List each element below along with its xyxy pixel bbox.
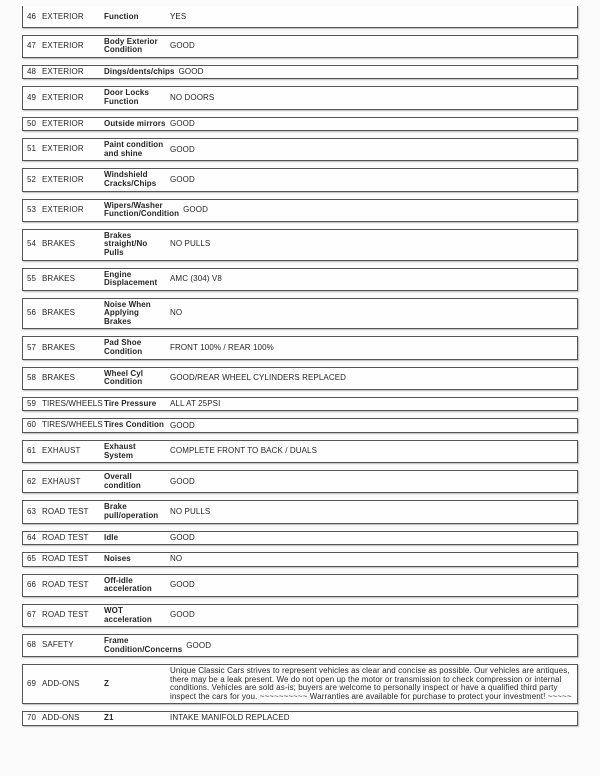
- row-item-label: Engine Displacement: [104, 269, 158, 288]
- row-number: 54: [27, 239, 37, 249]
- row-category-label: EXTERIOR: [42, 118, 84, 128]
- row-item-label: Noise When Applying Brakes: [104, 299, 151, 326]
- row-category-label: EXTERIOR: [42, 204, 84, 214]
- row-value: GOOD: [170, 610, 195, 620]
- row-value: GOOD: [186, 640, 212, 650]
- row-item-label: Dings/dents/chips: [104, 66, 175, 76]
- row-item-label: Paint condition and shine: [104, 140, 164, 158]
- row-category-label: ADD-ONS: [42, 712, 80, 722]
- row-number: 57: [27, 342, 37, 352]
- row-value: GOOD/REAR WHEEL CYLINDERS REPLACED: [170, 373, 347, 383]
- row-category-label: ROAD TEST: [42, 532, 89, 542]
- row-category-label: ADD-ONS: [42, 678, 80, 688]
- inspection-row: [22, 268, 578, 291]
- row-value: GOOD: [170, 118, 195, 128]
- row-value: GOOD: [170, 476, 195, 486]
- row-number: 46: [27, 12, 37, 21]
- row-number: 66: [27, 580, 37, 590]
- row-item-label: Function: [104, 12, 139, 21]
- row-category-label: ROAD TEST: [42, 554, 89, 564]
- row-number: 49: [27, 92, 37, 102]
- inspection-row: [22, 336, 578, 359]
- row-value: COMPLETE FRONT TO BACK / DUALS: [170, 446, 318, 456]
- row-value: ALL AT 25PSI: [170, 398, 221, 408]
- row-number: 52: [27, 174, 37, 184]
- row-value: NO PULLS: [170, 506, 211, 516]
- row-category-label: EXTERIOR: [42, 40, 84, 50]
- row-category-label: TIRES/WHEELS: [42, 420, 103, 430]
- row-value: Unique Classic Cars strives to represent vehicles as clear and concise as possible. Our vehicles are antiques, there may be a leak present. We do not open up the motor or transmission to check compression or internal conditions. Vehicles are sold as-is; buyers are welcome to personally inspect or have a qualified third party inspect the cars for you. ~~~~~~~~~~ Warranties are available for purchase to protect your investment! ~~~~~: [170, 666, 572, 701]
- row-value: GOOD: [170, 580, 195, 590]
- row-number: 65: [27, 554, 37, 564]
- row-category-label: BRAKES: [42, 342, 76, 352]
- row-item-label: Z: [104, 678, 109, 688]
- row-category-label: BRAKES: [42, 239, 76, 249]
- row-category-label: ROAD TEST: [42, 580, 89, 590]
- row-item-label: WOT acceleration: [104, 605, 152, 624]
- row-category-label: EXTERIOR: [42, 144, 84, 154]
- row-item-label: Brakes straight/No Pulls: [104, 230, 148, 257]
- inspection-row: [22, 500, 578, 523]
- row-value: NO: [170, 554, 183, 564]
- row-item-label: Outside mirrors: [104, 118, 166, 128]
- row-category-label: EXHAUST: [42, 476, 81, 486]
- row-value: GOOD: [170, 532, 195, 542]
- row-number: 60: [27, 420, 37, 430]
- row-item-label: Brake pull/operation: [104, 502, 159, 520]
- row-number: 50: [27, 118, 37, 128]
- row-number: 47: [27, 40, 37, 50]
- row-number: 51: [27, 144, 37, 154]
- row-value: GOOD: [178, 66, 204, 76]
- row-number: 67: [27, 610, 37, 620]
- row-item-label: Door Locks Function: [104, 88, 150, 106]
- inspection-row: [22, 199, 578, 222]
- inspection-row: [22, 711, 578, 726]
- row-item-label: Idle: [104, 532, 119, 542]
- row-number: 58: [27, 372, 37, 382]
- row-item-label: Exhaust System: [104, 442, 136, 460]
- inspection-row: [22, 138, 578, 161]
- row-value: GOOD: [183, 204, 208, 214]
- row-number: 69: [27, 678, 37, 688]
- row-number: 53: [27, 204, 37, 214]
- row-category-label: EXTERIOR: [42, 66, 84, 76]
- row-item-label: Z1: [104, 712, 114, 722]
- row-item-label: Tires Condition: [104, 420, 165, 430]
- row-category-label: BRAKES: [42, 273, 76, 283]
- row-item-label: Overall condition: [104, 472, 141, 490]
- inspection-row: [22, 574, 578, 597]
- inspection-row: [22, 440, 578, 463]
- row-number: 48: [27, 66, 37, 76]
- row-number: 68: [27, 640, 37, 650]
- row-category-label: ROAD TEST: [42, 610, 89, 620]
- row-number: 70: [27, 712, 37, 722]
- inspection-row: [22, 298, 578, 330]
- row-value: AMC (304) V8: [170, 273, 222, 283]
- row-item-label: Wheel Cyl Condition: [104, 368, 144, 387]
- row-value: NO PULLS: [170, 239, 211, 249]
- row-item-label: Off-idle acceleration: [104, 575, 152, 594]
- row-item-label: Wipers/Washer Function/Condition: [104, 200, 180, 219]
- row-value: NO: [170, 308, 183, 318]
- row-category-label: BRAKES: [42, 372, 76, 382]
- row-category-label: TIRES/WHEELS: [42, 398, 103, 408]
- inspection-row: [22, 552, 578, 567]
- row-category-label: EXTERIOR: [42, 92, 84, 102]
- inspection-row: [22, 531, 578, 546]
- row-number: 61: [27, 446, 37, 456]
- inspection-row: [22, 229, 578, 261]
- row-category-label: SAFETY: [42, 640, 74, 650]
- row-number: 56: [27, 308, 37, 318]
- inspection-row: [22, 35, 578, 58]
- inspection-row: [22, 65, 578, 80]
- row-item-label: Frame Condition/Concerns: [104, 636, 183, 654]
- inspection-row: [22, 664, 578, 704]
- row-category-label: ROAD TEST: [42, 506, 89, 516]
- inspection-row: [22, 470, 578, 493]
- inspection-row: [22, 418, 578, 433]
- row-item-label: Pad Shoe Condition: [104, 338, 143, 357]
- row-number: 64: [27, 532, 37, 542]
- row-category-label: EXTERIOR: [42, 174, 84, 184]
- row-value: FRONT 100% / REAR 100%: [170, 342, 274, 352]
- inspection-row: [22, 604, 578, 627]
- inspection-row: [22, 86, 578, 109]
- row-value: NO DOORS: [170, 92, 215, 102]
- row-item-label: Windshield Cracks/Chips: [104, 170, 157, 188]
- row-value: GOOD: [170, 420, 195, 430]
- row-number: 59: [27, 398, 37, 408]
- row-item-label: Body Exterior Condition: [104, 36, 158, 55]
- row-category-label: EXTERIOR: [42, 12, 84, 21]
- row-value: INTAKE MANIFOLD REPLACED: [170, 713, 290, 723]
- inspection-row: [22, 397, 578, 412]
- row-value: GOOD: [170, 40, 195, 50]
- inspection-row: [22, 117, 578, 132]
- row-category-label: BRAKES: [42, 308, 76, 318]
- row-item-label: Noises: [104, 554, 131, 564]
- row-number: 62: [27, 476, 37, 486]
- inspection-row: [22, 6, 578, 28]
- row-item-label: Tire Pressure: [104, 398, 157, 408]
- row-number: 63: [27, 506, 37, 516]
- row-value: GOOD: [170, 144, 195, 154]
- inspection-row: [22, 168, 578, 191]
- inspection-rows: [22, 6, 600, 726]
- row-value: GOOD: [170, 174, 195, 184]
- row-number: 55: [27, 273, 37, 283]
- inspection-row: [22, 367, 578, 390]
- row-category-label: EXHAUST: [42, 446, 81, 456]
- row-value: YES: [170, 12, 187, 22]
- inspection-row: [22, 634, 578, 657]
